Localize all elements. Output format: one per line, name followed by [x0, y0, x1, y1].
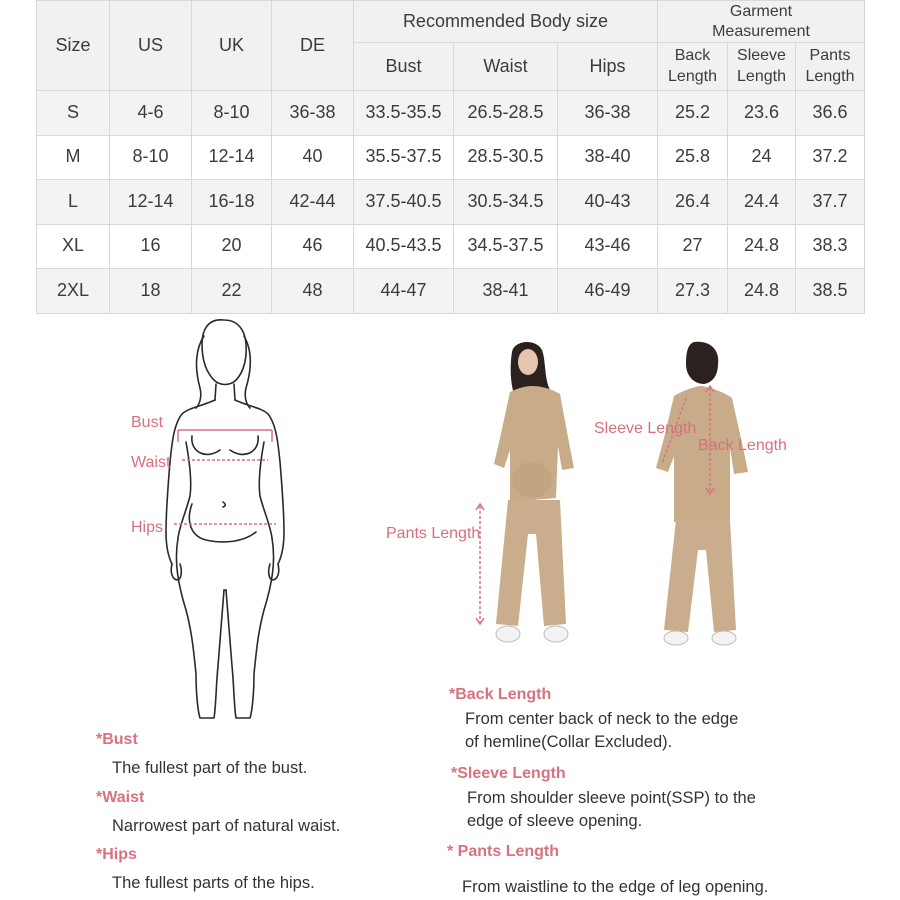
- cell-hips: 43-46: [558, 224, 658, 269]
- cell-us: 16: [110, 224, 192, 269]
- table-row: [37, 180, 865, 225]
- def-back-length-line2: of hemline(Collar Excluded).: [465, 732, 673, 751]
- figure-hips-label: Hips: [131, 519, 164, 536]
- cell-sleeve-length: 24.8: [728, 269, 796, 314]
- cell-de: 46: [272, 224, 354, 269]
- cell-waist: 30.5-34.5: [454, 180, 558, 225]
- model-photo-back: [640, 338, 760, 650]
- cell-waist: 28.5-30.5: [454, 135, 558, 180]
- figure-bust-label: Bust: [131, 414, 164, 431]
- cell-pants-length: 37.2: [796, 135, 865, 180]
- def-back-length-line1: From center back of neck to the edge: [465, 710, 739, 728]
- cell-back-length: 25.8: [658, 135, 728, 180]
- cell-bust: 44-47: [354, 269, 454, 314]
- table-row: [37, 135, 865, 180]
- cell-bust: 40.5-43.5: [354, 224, 454, 269]
- cell-back-length: 25.2: [658, 91, 728, 136]
- figure-waist-label: Waist: [131, 454, 171, 471]
- header-garment-line2: Measurement: [712, 22, 810, 40]
- cell-hips: 46-49: [558, 269, 658, 314]
- cell-us: 8-10: [110, 135, 192, 180]
- table-row: [37, 224, 865, 269]
- cell-hips: 38-40: [558, 135, 658, 180]
- cell-pants-length: 38.5: [796, 269, 865, 314]
- cell-uk: 12-14: [192, 135, 272, 180]
- cell-de: 48: [272, 269, 354, 314]
- def-back-length-title: *Back Length: [449, 686, 552, 703]
- cell-hips: 40-43: [558, 180, 658, 225]
- header-garment-line1: Garment: [729, 2, 793, 20]
- model-photo-front: [470, 338, 590, 650]
- cell-us: 4-6: [110, 91, 192, 136]
- cell-de: 36-38: [272, 91, 354, 136]
- table-header-row: [37, 1, 865, 43]
- def-bust-title: *Bust: [96, 731, 138, 748]
- cell-de: 42-44: [272, 180, 354, 225]
- cell-sleeve-length: 23.6: [728, 91, 796, 136]
- def-sleeve-length-line1: From shoulder sleeve point(SSP) to the: [467, 789, 756, 807]
- header-back-length: [658, 43, 728, 91]
- cell-waist: 26.5-28.5: [454, 91, 558, 136]
- cell-uk: 8-10: [192, 91, 272, 136]
- def-hips-text: The fullest parts of the hips.: [112, 874, 315, 892]
- cell-bust: 33.5-35.5: [354, 91, 454, 136]
- cell-waist: 38-41: [454, 269, 558, 314]
- def-sleeve-length-text: [467, 787, 756, 833]
- cell-sleeve-length: 24: [728, 135, 796, 180]
- photo-pants-length-label: Pants Length: [386, 525, 481, 542]
- cell-pants-length: 38.3: [796, 224, 865, 269]
- def-hips-title: *Hips: [96, 846, 137, 863]
- header-garment-measurement: [658, 1, 865, 43]
- cell-size: 2XL: [37, 269, 110, 314]
- cell-de: 40: [272, 135, 354, 180]
- cell-back-length: 26.4: [658, 180, 728, 225]
- cell-sleeve-length: 24.4: [728, 180, 796, 225]
- header-pants-length: [796, 43, 865, 91]
- cell-waist: 34.5-37.5: [454, 224, 558, 269]
- size-chart-table: [36, 0, 865, 314]
- header-back-length-line1: Back: [674, 46, 711, 64]
- cell-pants-length: 37.7: [796, 180, 865, 225]
- cell-us: 12-14: [110, 180, 192, 225]
- def-back-length-text: [465, 708, 738, 754]
- header-sleeve-length-line2: Length: [737, 67, 786, 85]
- photo-back-length-label: Back Length: [698, 437, 787, 454]
- header-hips: Hips: [558, 43, 658, 91]
- header-pants-length-line2: Length: [805, 67, 855, 85]
- header-pants-length-line1: Pants: [809, 46, 851, 64]
- header-waist: Waist: [454, 43, 558, 91]
- cell-bust: 37.5-40.5: [354, 180, 454, 225]
- def-bust-text: The fullest part of the bust.: [112, 759, 308, 777]
- cell-hips: 36-38: [558, 91, 658, 136]
- header-sleeve-length-line1: Sleeve: [737, 46, 786, 64]
- cell-uk: 22: [192, 269, 272, 314]
- header-uk: UK: [192, 1, 272, 91]
- header-sleeve-length: [728, 43, 796, 91]
- table-row: [37, 269, 865, 314]
- cell-bust: 35.5-37.5: [354, 135, 454, 180]
- def-waist-text: Narrowest part of natural waist.: [112, 817, 341, 835]
- cell-size: L: [37, 180, 110, 225]
- header-us: US: [110, 1, 192, 91]
- header-size: Size: [37, 1, 110, 91]
- def-waist-title: *Waist: [96, 789, 145, 806]
- def-pants-length-title: * Pants Length: [447, 843, 560, 860]
- cell-pants-length: 36.6: [796, 91, 865, 136]
- cell-back-length: 27.3: [658, 269, 728, 314]
- cell-back-length: 27: [658, 224, 728, 269]
- def-sleeve-length-line2: edge of sleeve opening.: [467, 811, 643, 830]
- def-pants-length-text: From waistline to the edge of leg opening.: [462, 878, 769, 896]
- cell-sleeve-length: 24.8: [728, 224, 796, 269]
- cell-size: M: [37, 135, 110, 180]
- table-row: [37, 91, 865, 136]
- header-bust: Bust: [354, 43, 454, 91]
- cell-us: 18: [110, 269, 192, 314]
- photo-sleeve-length-label: Sleeve Length: [594, 420, 697, 437]
- cell-uk: 20: [192, 224, 272, 269]
- cell-size: XL: [37, 224, 110, 269]
- def-sleeve-length-title: *Sleeve Length: [451, 765, 566, 782]
- header-de: DE: [272, 1, 354, 91]
- cell-size: S: [37, 91, 110, 136]
- cell-uk: 16-18: [192, 180, 272, 225]
- header-recommended-body-size: Recommended Body size: [354, 1, 658, 43]
- header-back-length-line2: Length: [668, 67, 717, 85]
